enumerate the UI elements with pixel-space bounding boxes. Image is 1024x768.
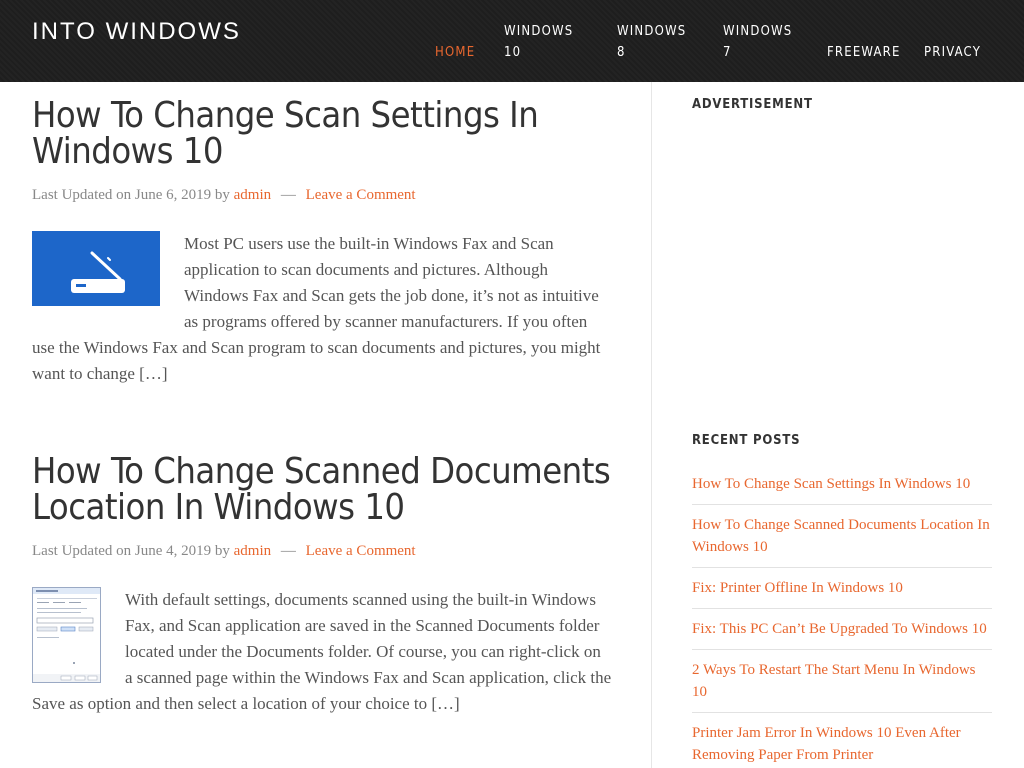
advertisement-title: ADVERTISEMENT: [692, 97, 813, 112]
meta-separator: —: [280, 187, 296, 203]
recent-posts-list: [692, 473, 992, 768]
list-item: [692, 722, 992, 768]
recent-post-link[interactable]: Fix: Printer Offline In Windows 10: [692, 580, 903, 596]
post-date: June 4, 2019: [134, 543, 212, 559]
author-link[interactable]: admin: [233, 543, 272, 559]
advertisement-slot: [692, 122, 992, 422]
site-title[interactable]: INTO WINDOWS: [32, 18, 241, 45]
author-link[interactable]: admin: [233, 187, 272, 203]
list-item: [692, 618, 992, 650]
recent-post-link[interactable]: Printer Jam Error In Windows 10 Even After Removing Paper From Printer: [692, 725, 961, 763]
list-item: [692, 577, 992, 609]
nav-freeware[interactable]: FREEWARE: [827, 45, 901, 60]
post-excerpt: With default settings, documents scanned using the built-in Windows Fax, and Scan application are saved in the Scanned Documents folder located under the Documents folder. Of course, you can right-click on a scanned page within the Windows Fax and Scan application, click the Save as option and then select a location of your choice to […]: [32, 590, 612, 713]
recent-post-link[interactable]: How To Change Scanned Documents Location In Windows 10: [692, 517, 990, 555]
nav-windows-8[interactable]: WINDOWS 8: [617, 24, 687, 60]
meta-prefix: Last Updated on: [32, 543, 132, 559]
recent-post-link[interactable]: How To Change Scan Settings In Windows 10: [692, 476, 971, 492]
list-item: [692, 473, 992, 505]
meta-by: by: [214, 543, 230, 559]
post-title[interactable]: How To Change Scan Settings In Windows 10: [32, 95, 539, 172]
meta-separator: —: [280, 543, 296, 559]
recent-post-link[interactable]: Fix: This PC Can’t Be Upgraded To Windows 10: [692, 621, 987, 637]
recent-posts-title: RECENT POSTS: [692, 433, 801, 448]
comment-link[interactable]: Leave a Comment: [305, 543, 416, 559]
list-item: [692, 659, 992, 713]
nav-windows-7[interactable]: WINDOWS 7: [723, 24, 793, 60]
post-date: June 6, 2019: [134, 187, 212, 203]
nav-windows-10[interactable]: WINDOWS 10: [504, 24, 574, 60]
list-item: [692, 514, 992, 568]
recent-post-link[interactable]: 2 Ways To Restart The Start Menu In Windows 10: [692, 662, 976, 700]
site-header: [0, 0, 1024, 82]
comment-link[interactable]: Leave a Comment: [305, 187, 416, 203]
column-divider: [651, 82, 652, 768]
meta-prefix: Last Updated on: [32, 187, 132, 203]
post-title[interactable]: How To Change Scanned Documents Location In Windows 10: [32, 451, 611, 528]
post-excerpt: Most PC users use the built-in Windows Fax and Scan application to scan documents and pictures. Although Windows Fax and Scan gets the job done, it’s not as intuitive as programs offered by scanner manufacturers. If you often use the Windows Fax and Scan program to scan documents and pictures, you might want to change […]: [32, 234, 601, 383]
entry-meta: [32, 187, 612, 204]
nav-home[interactable]: HOME: [435, 45, 476, 60]
meta-by: by: [214, 187, 230, 203]
nav-privacy[interactable]: PRIVACY: [924, 45, 982, 60]
entry-meta: [32, 543, 612, 560]
